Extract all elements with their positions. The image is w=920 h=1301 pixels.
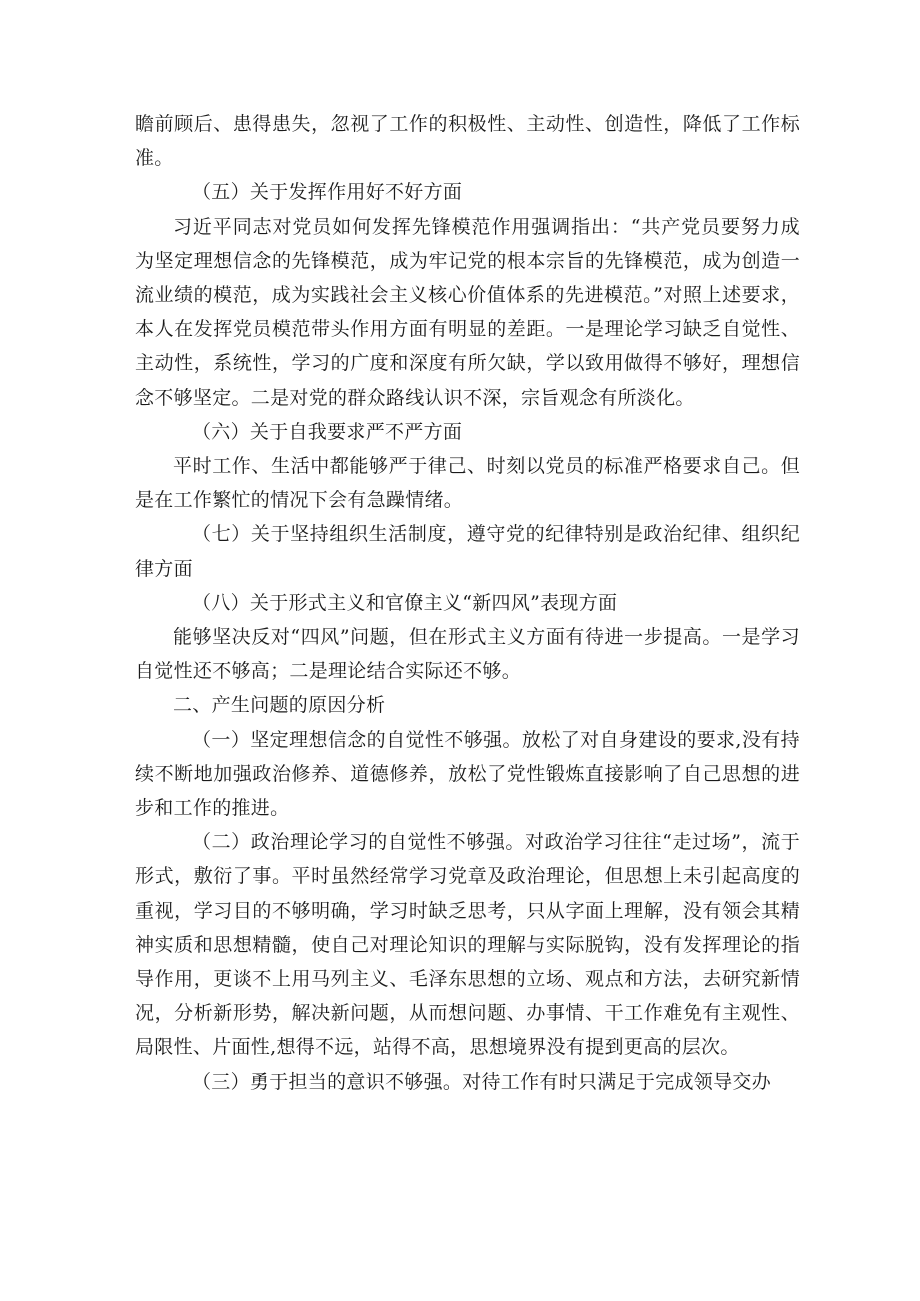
section-heading-7: （七）关于坚持组织生活制度，遵守党的纪律特别是政治纪律、组织纪律方面	[135, 523, 800, 580]
paragraph-continuation: 瞻前顾后、患得患失，忽视了工作的积极性、主动性、创造性，降低了工作标准。	[135, 113, 800, 170]
section-heading-8: （八）关于形式主义和官僚主义“新四风”表现方面	[192, 591, 618, 614]
paragraph-body: 习近平同志对党员如何发挥先锋模范作用强调指出：“共产党员要努力成为坚定理想信念的先锋模范，成为牢记党的根本宗旨的先锋模范，成为创造一流业绩的模范，成为实践社会主义核心价值体系的先进模范。”对照上述要求，本人在发挥党员模范带头作用方面有明显的差距。一是理论学习缺乏自觉性、主动性，系统性，学习的广度和深度有所欠缺，学以致用做得不够好，理想信念不够坚定。二是对党的群众路线认识不深，宗旨观念有所淡化。	[135, 215, 800, 409]
section-heading-5: （五）关于发挥作用好不好方面	[192, 181, 463, 204]
section-heading-6: （六）关于自我要求严不严方面	[192, 420, 463, 443]
paragraph-cause-1: （一）坚定理想信念的自觉性不够强。放松了对自身建设的要求,没有持续不断地加强政治修养、道德修养，放松了党性锻炼直接影响了自己思想的进步和工作的推进。	[135, 728, 800, 820]
paragraph-body: 能够坚决反对“四风”问题，但在形式主义方面有待进一步提高。一是学习自觉性还不够高；二是理论结合实际还不够。	[135, 626, 800, 683]
paragraph-cause-3: （三）勇于担当的意识不够强。对待工作有时只满足于完成领导交办	[192, 1070, 772, 1093]
paragraph-cause-2: （二）政治理论学习的自觉性不够强。对政治学习往往“走过场”，流于形式，敷衍了事。平时虽然经常学习党章及政治理论，但思想上未引起高度的重视，学习目的不够明确，学习时缺乏思考，只从字面上理解，没有领会其精神实质和思想精髓，使自己对理论知识的理解与实际脱钩，没有发挥理论的指导作用，更谈不上用马列主义、毛泽东思想的立场、观点和方法，去研究新情况，分析新形势，解决新问题，从而想问题、办事情、干工作难免有主观性、局限性、片面性,想得不远，站得不高，思想境界没有提到更高的层次。	[135, 831, 800, 1059]
paragraph-body: 平时工作、生活中都能够严于律己、时刻以党员的标准严格要求自己。但是在工作繁忙的情况下会有急躁情绪。	[135, 455, 800, 512]
chapter-heading-2: 二、产生问题的原因分析	[173, 694, 386, 717]
document-body	[135, 107, 800, 1099]
